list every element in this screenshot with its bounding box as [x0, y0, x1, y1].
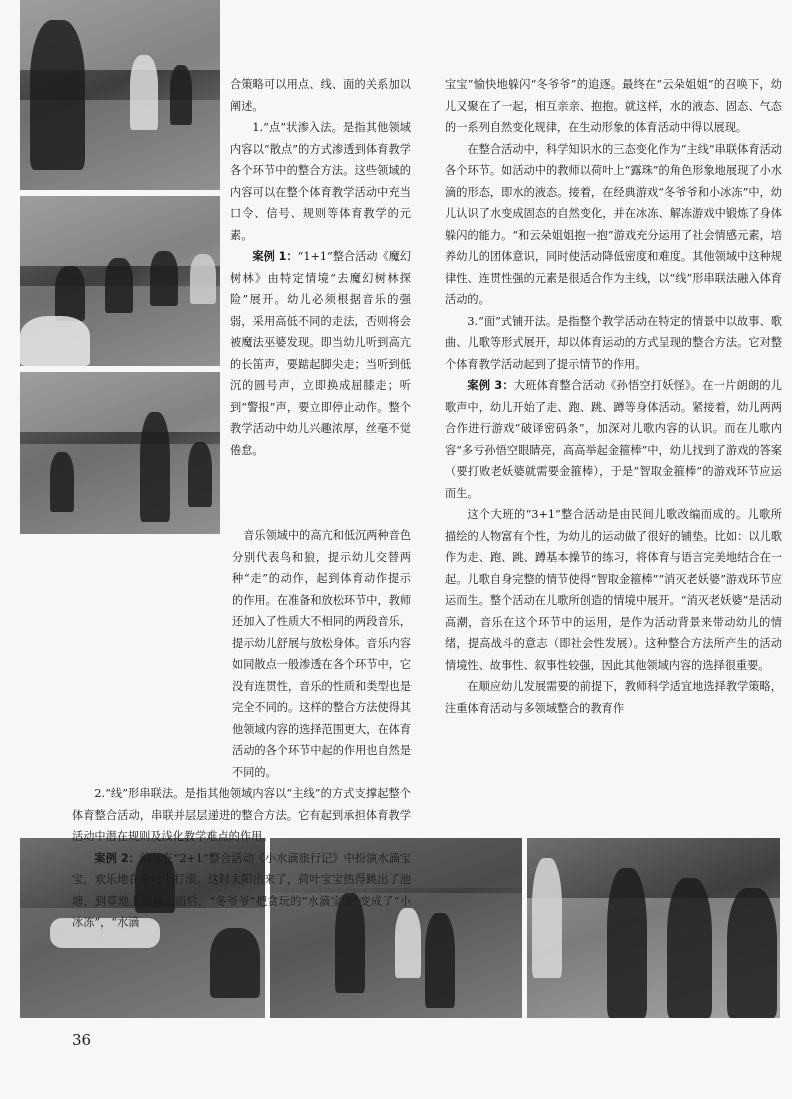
photo-children-group-outdoor — [527, 838, 780, 1018]
case-label: 案例 3： — [467, 379, 514, 392]
page-number: 36 — [72, 1031, 92, 1049]
paragraph — [445, 375, 782, 504]
paragraph: 这个大班的“3+1”整合活动是由民间儿歌改编而成的。儿歌所描绘的人物富有个性，为幼儿的运动做了很好的铺垫。比如：以儿歌作为走、跑、跳、蹲基本操节的练习，将体育与语言完美地结合在一起。儿歌自身完整的情节使得“智取金箍棒”“消灭老妖婆”游戏环节应运而生。整个活动在儿歌所创造的情境中展开。“消灭老妖婆”是活动高潮，音乐在这个环节中的运用，是作为活动背景来带动幼儿的情绪，提高战斗的意志（即社会性发展）。这种整合方法所产生的活动情境性、故事性、叙事性较强，因此其他领域内容的选择很重要。 — [445, 508, 782, 672]
paragraph: 3.“面”式铺开法。是指整个教学活动在特定的情景中以故事、歌曲、儿歌等形式展开，却以体育运动的方式呈现的整合方法。它对整个体育教学活动起到了提示情节的作用。 — [445, 314, 782, 371]
paragraph — [230, 246, 411, 461]
paragraph: 2.“线”形串联法。是指其他领域内容以“主线”的方式支撑起整个体育整合活动，串联并层层递进的整合方法。它有起到承担体育教学活动中潜在规则及浅化教学难点的作用。 — [72, 787, 411, 843]
paragraph: 合策略可以用点、线、面的关系加以阐述。 — [230, 78, 411, 113]
paragraph: 在整合活动中，科学知识水的三态变化作为“主线”串联体育活动各个环节。如活动中的教师以荷叶上“露珠”的角色形象地展现了小水滴的形态，即水的液态。接着，在经典游戏“冬爷爷和小冰冻”中，幼儿认识了水变成固态的自然变化，并在冰冻、解冻游戏中锻炼了身体躲闪的能力。“和云朵姐姐抱一抱”游戏充分运用了社会情感元素，培养幼儿的团体意识，同时使活动降低密度和难度。其他领域中这种规律性、连贯性强的元素是很适合作为主线，以“线”形串联法融入体育活动的。 — [445, 142, 782, 306]
paragraph: 1.“点”状渗入法。是指其他领域内容以“散点”的方式渗透到体育教学各个环节中的整合方法。这些领域的内容可以在整个体育教学活动中充当口令、信号、规则等体育教学的元素。 — [230, 121, 411, 242]
photo-children-playing-indoor — [20, 372, 220, 534]
paragraph: 宝宝”愉快地躲闪“冬爷爷”的追逐。最终在“云朵姐姐”的召唤下，幼儿又聚在了一起，相互亲亲、抱抱。就这样，水的液态、固态、气态的一系列自然变化规律，在生动形象的体育活动中得以展现。 — [445, 78, 782, 134]
left-column-wide — [72, 525, 411, 934]
paragraph — [72, 848, 411, 934]
photo-children-seated-circle — [20, 196, 220, 366]
case-label: 案例 1： — [252, 250, 298, 263]
paragraph: 音乐领域中的高亢和低沉两种音色分别代表鸟和狼，提示幼儿交替两种“走”的动作，起到体育动作提示的作用。在准备和放松环节中，教师还加入了性质大不相同的两段音乐，提示幼儿舒展与放松身体。音乐内容如同散点一般渗透在各个环节中，它没有连贯性，音乐的性质和类型也是完全不同的。这样的整合方法使得其他领域内容的选择范围更大，在体育活动的各个环节中起的作用也自然是不同的。 — [232, 529, 412, 779]
case-text: “1+1”整合活动《魔幻树林》由特定情境“去魔幻树林探险”展开。幼儿必须根据音乐的强弱，采用高低不同的走法，否则将会被魔法巫婆发现。即当幼儿听到高亢的长笛声，要踮起脚尖走；当听到低沉的圆号声，立即换成屈膝走；听到“警报”声，要立即停止动作。整个教学活动中幼儿兴趣浓厚，丝毫不觉倦怠。 — [230, 250, 412, 457]
case-text: 幼儿在“2+1”整合活动《小水滴旅行记》中扮演水滴宝宝，欢乐地在荷叶上打滚。这时太阳出来了，荷叶宝宝热得跳出了池塘，到草地上游戏。而后，“冬爷爷”把贪玩的“水滴宝宝”变成了“小冰冻”，“水滴 — [72, 851, 411, 929]
case-label: 案例 2： — [94, 851, 140, 865]
photo-teacher-children-hall — [20, 0, 220, 190]
paragraph: 在顺应幼儿发展需要的前提下，教师科学适宜地选择教学策略，注重体育活动与多领域整合的教育作 — [445, 680, 782, 715]
case-text: 大班体育整合活动《孙悟空打妖怪》。在一片朗朗的儿歌声中，幼儿开始了走、跑、跳、蹲等身体活动。紧接着，幼儿两两合作进行游戏“破译密码条”，加深对儿歌内容的认识。而在儿歌内容“多亏孙悟空眼睛亮，高高举起金箍棒”中，幼儿找到了游戏的答案（要打败老妖婆就需要金箍棒），于是“智取金箍棒”的游戏环节应运而生。 — [445, 379, 782, 500]
left-column-narrow — [230, 74, 411, 461]
right-column — [445, 74, 782, 719]
